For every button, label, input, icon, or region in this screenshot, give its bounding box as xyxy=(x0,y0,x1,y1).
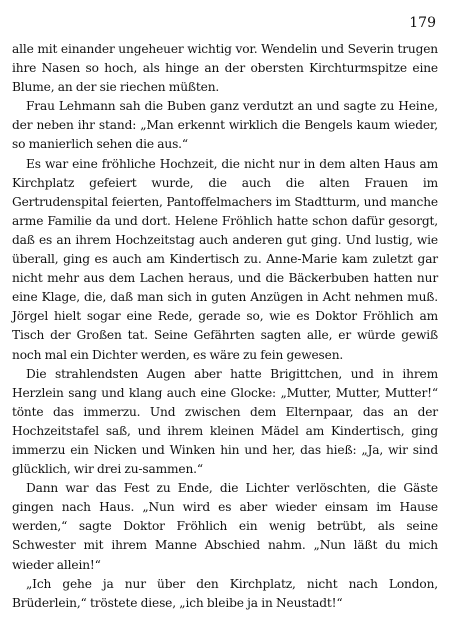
paragraph: Es war eine fröhliche Hochzeit, die nicht nur in dem alten Haus am Kirchplatz gefeiert wurde, die auch die alten Frauen im Gertrudenspital feierten, Pantoffelmachers im Stadtturm, und manche arme Familie da und dort. Helene Fröhlich hatte schon dafür gesorgt, daß es an ihrem Hochzeitstag auch anderen gut ging. Und lustig, wie überall, ging es auch am Kindertisch zu. Anne-Marie kam zuletzt gar nicht mehr aus dem Lachen heraus, und die Bäckerbuben hatten nur eine Klage, die, daß man sich in guten Anzügen in Acht nehmen muß. Jörgel hielt sogar eine Rede, gerade so, wie es Doktor Fröhlich am Tisch der Großen tat. Seine Gefährten sagten alle, er würde gewiß noch mal ein Dichter werden, es wäre zu fein gewesen. xyxy=(12,156,438,362)
page-body-text xyxy=(12,40,438,613)
paragraph: Dann war das Fest zu Ende, die Lichter verlöschten, die Gäste gingen nach Haus. „Nun wird es aber wieder einsam im Hause werden,“ sagte Doktor Fröhlich ein wenig betrübt, als seine Schwester mit ihrem Manne Abschied nahm. „Nun läßt du mich wieder allein!“ xyxy=(12,481,438,572)
paragraph: Frau Lehmann sah die Buben ganz verdutzt an und sagte zu Heine, der neben ihr stand: „Man erkennt wirklich die Bengels kaum wieder, so manierlich sehen die aus.“ xyxy=(12,99,438,152)
page-number: 179 xyxy=(409,15,436,31)
paragraph: Die strahlendsten Augen aber hatte Brigittchen, und in ihrem Herzlein sang und klang auch eine Glocke: „Mutter, Mutter, Mutter!“ tönte das immerzu. Und zwischen dem Elternpaar, das an der Hochzeitstafel saß, und ihrem kleinen Mädel am Kindertisch, ging immerzu ein Nicken und Winken hin und her, das hieß: „Ja, wir sind glücklich, wir drei zu-sammen.“ xyxy=(12,366,438,477)
paragraph: „Ich gehe ja nur über den Kirchplatz, nicht nach London, Brüderlein,“ tröstete diese, „ich bleibe ja in Neustadt!“ xyxy=(12,576,438,610)
paragraph: alle mit einander ungeheuer wichtig vor. Wendelin und Severin trugen ihre Nasen so hoch, als hinge an der obersten Kirchturmspitze eine Blume, an der sie riechen müßten. xyxy=(12,42,438,95)
